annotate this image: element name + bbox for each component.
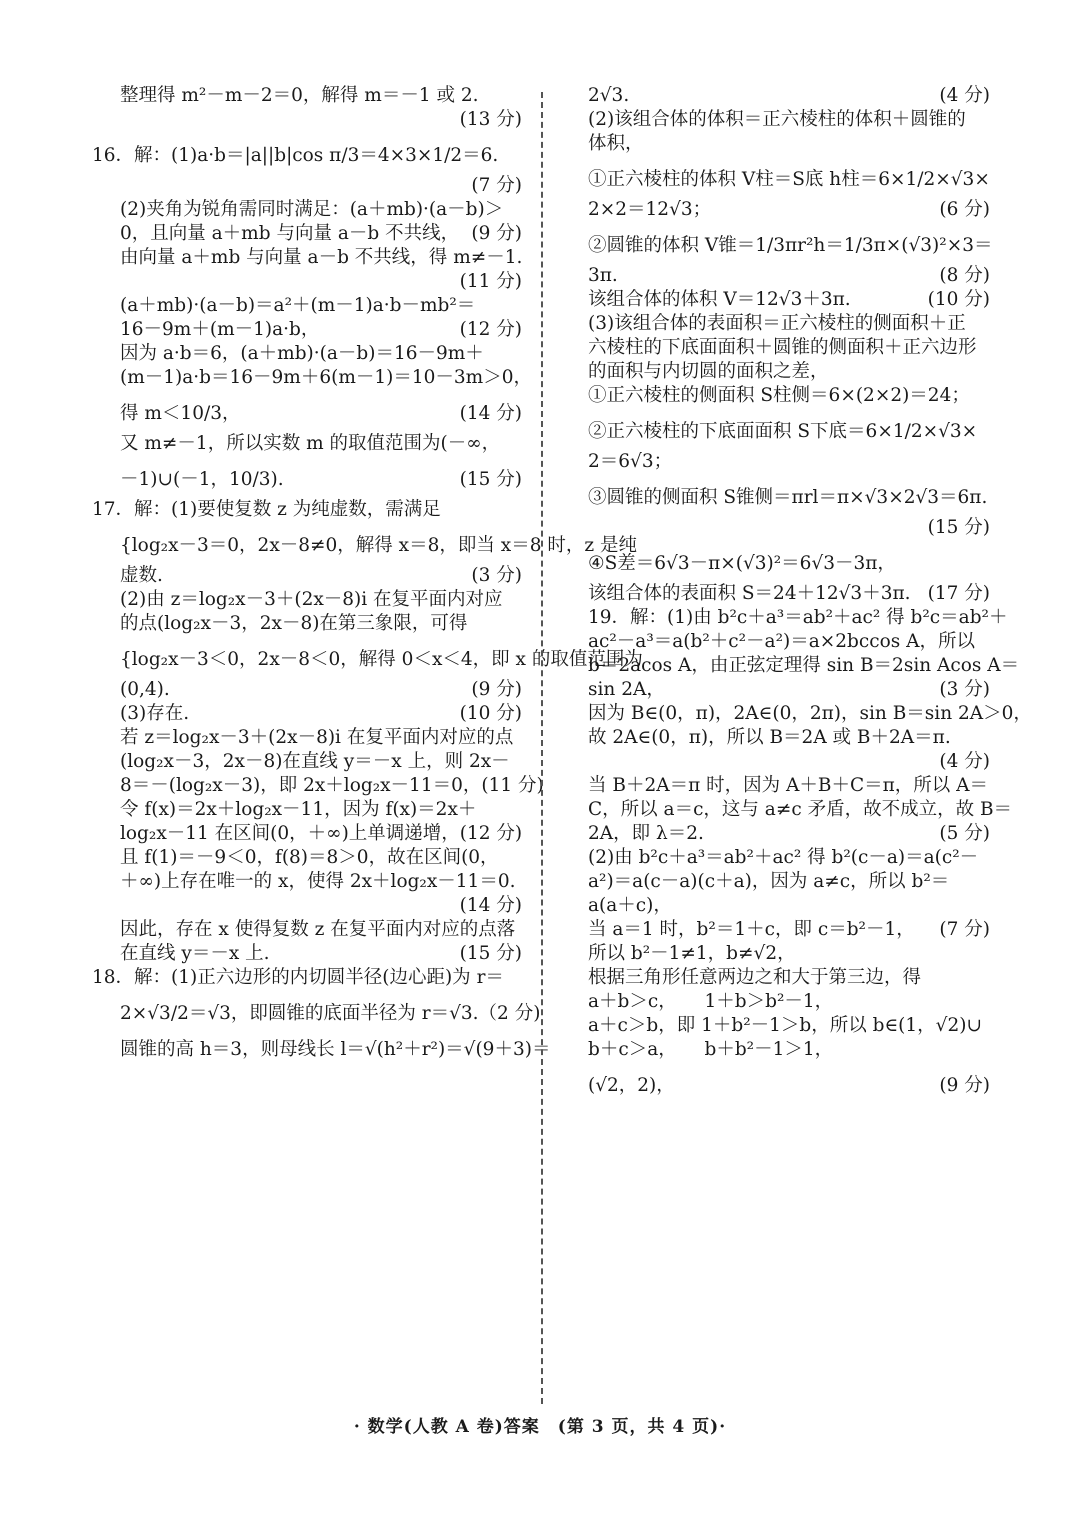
score-mark: (15 分) [459, 469, 522, 490]
line-text: (3)存在. [120, 703, 190, 724]
answer-line: (2)该组合体的体积＝正六棱柱的体积＋圆锥的 [588, 109, 966, 130]
answer-line: 且 f(1)＝－9＜0，f(8)＝8＞0，故在区间(0， [120, 847, 499, 868]
line-text: 在直线 y＝－x 上. [120, 943, 270, 964]
line-text: 2√3. [588, 85, 630, 106]
answer-line: (log₂x－3，2x－8)在直线 y＝－x 上，则 2x－ [120, 751, 510, 772]
score-mark: (14 分) [459, 403, 522, 424]
score-mark: (15 分) [459, 943, 522, 964]
line-text: 16－9m＋(m－1)a·b， [120, 319, 320, 340]
answer-line: a(a＋c)， [588, 895, 672, 916]
answer-line: ac²－a³＝a(b²＋c²－a²)＝a×2bccos A，所以 [588, 631, 975, 652]
answer-line: 由向量 a＋mb 与向量 a－b 不共线，得 m≠－1. [120, 247, 523, 268]
answer-line: ④S差＝6√3－π×(√3)²＝6√3－3π， [588, 553, 896, 574]
answer-line [92, 702, 522, 726]
answer-line: 故 2A∈(0，π)，所以 B＝2A 或 B＋2A＝π. [588, 727, 951, 748]
answer-line: 令 f(x)＝2x＋log₂x－11，因为 f(x)＝2x＋ [120, 799, 477, 820]
answer-line: 因为 B∈(0，π)，2A∈(0，2π)，sin B＝sin 2A＞0， [588, 703, 1032, 724]
answer-line [92, 402, 522, 426]
line-text: 2×2＝12√3； [588, 199, 712, 220]
answer-line: (11 分) [459, 271, 522, 292]
score-mark: (17 分) [927, 583, 990, 604]
line-text: sin 2A， [588, 679, 665, 700]
answer-line: 19．解：(1)由 b²c＋a³＝ab²＋ac² 得 b²c＝ab²＋ [588, 607, 1008, 628]
line-text: (√2，2)， [588, 1075, 675, 1096]
answer-line [588, 918, 990, 942]
score-mark: (9 分) [471, 223, 522, 244]
answer-line: (m－1)a·b＝16－9m＋6(m－1)＝10－3m＞0， [120, 367, 532, 388]
answer-line: {log₂x－3＝0，2x－8≠0，解得 x＝8，即当 x＝8 时，z 是纯 [120, 535, 637, 556]
column-divider [541, 92, 543, 1404]
answer-line: (2)由 z＝log₂x－3＋(2x－8)i 在复平面内对应 [120, 589, 503, 610]
line-text: －1)∪(－1，10/3). [120, 469, 284, 490]
answer-line [588, 84, 990, 108]
score-mark: (7 分) [939, 919, 990, 940]
answer-line [92, 564, 522, 588]
answer-line [92, 678, 522, 702]
answer-line: 8＝－(log₂x－3)，即 2x＋log₂x－11＝0，(11 分) [120, 775, 544, 796]
line-text: 得 m＜10/3， [120, 403, 241, 424]
line-text: 该组合体的体积 V＝12√3＋3π. [588, 289, 851, 310]
answer-line: 16．解：(1)a·b＝|a||b|cos π/3＝4×3×1/2＝6. [92, 145, 499, 166]
page-footer: · 数学(人教 A 卷)答案 (第 3 页，共 4 页)· [353, 1417, 727, 1437]
answer-line: 的面积与内切圆的面积之差， [588, 361, 829, 382]
answer-line: 圆锥的高 h＝3，则母线长 l＝√(h²＋r²)＝√(9＋3)＝ [120, 1039, 551, 1060]
answer-line [588, 264, 990, 288]
answer-line: 因此，存在 x 使得复数 z 在复平面内对应的点落 [120, 919, 516, 940]
answer-line: 六棱柱的下底面面积＋圆锥的侧面积＋正六边形 [588, 337, 977, 358]
answer-line: 的点(log₂x－3，2x－8)在第三象限，可得 [120, 613, 468, 634]
answer-line: a＋c＞b，即 1＋b²－1＞b，所以 b∈(1，√2)∪ [588, 1015, 982, 1036]
answer-line: a²)＝a(c－a)(c＋a)，因为 a≠c，所以 b²＝ [588, 871, 950, 892]
score-mark: (9 分) [939, 1075, 990, 1096]
answer-line: C，所以 a＝c，这与 a≠c 矛盾，故不成立，故 B＝ [588, 799, 1013, 820]
score-mark: (3 分) [939, 679, 990, 700]
answer-line [92, 942, 522, 966]
answer-line [588, 288, 990, 312]
answer-line: 若 z＝log₂x－3＋(2x－8)i 在复平面内对应的点 [120, 727, 514, 748]
score-mark: (10 分) [927, 289, 990, 310]
line-text: 当 a＝1 时，b²＝1＋c，即 c＝b²－1， [588, 919, 915, 940]
answer-line [588, 1074, 990, 1098]
answer-line: 2×√3/2＝√3，即圆锥的底面半径为 r＝√3.（2 分) [120, 1003, 541, 1024]
score-mark: (8 分) [939, 265, 990, 286]
answer-line [92, 318, 522, 342]
answer-line [92, 222, 522, 246]
answer-line [588, 198, 990, 222]
score-mark: (12 分) [459, 319, 522, 340]
answer-line [92, 468, 522, 492]
line-text: 该组合体的表面积 S＝24＋12√3＋3π. [588, 583, 911, 604]
answer-line: ②圆锥的体积 V锥＝1/3πr²h＝1/3π×(√3)²×3＝ [588, 235, 993, 256]
answer-line: (13 分) [459, 109, 522, 130]
answer-line: 整理得 m²－m－2＝0，解得 m＝－1 或 2. [120, 85, 479, 106]
answer-line: b＋c＞a， b＋b²－1＞1， [588, 1039, 834, 1060]
answer-line: (15 分) [927, 517, 990, 538]
score-mark: (6 分) [939, 199, 990, 220]
line-text: (0,4). [120, 679, 170, 700]
right-column [588, 84, 1032, 1104]
score-mark: (10 分) [459, 703, 522, 724]
score-mark: (9 分) [471, 679, 522, 700]
score-mark: (3 分) [471, 565, 522, 586]
answer-line: log₂x－11 在区间(0，＋∞)上单调递增，(12 分) [120, 823, 523, 844]
answer-line: 18．解：(1)正六边形的内切圆半径(边心距)为 r＝ [92, 967, 504, 988]
score-mark: (5 分) [939, 823, 990, 844]
answer-line: 当 B＋2A＝π 时，因为 A＋B＋C＝π，所以 A＝ [588, 775, 989, 796]
answer-line: (a＋mb)·(a－b)＝a²＋(m－1)a·b－mb²＝ [120, 295, 476, 316]
line-text: 虚数. [120, 565, 163, 586]
answer-line: ＋∞)上存在唯一的 x，使得 2x＋log₂x－11＝0. [120, 871, 516, 892]
answer-line: 又 m≠－1，所以实数 m 的取值范围为(－∞， [120, 433, 501, 454]
answer-line: {log₂x－3＜0，2x－8＜0，解得 0＜x＜4，即 x 的取值范围为 [120, 649, 643, 670]
line-text: 0，且向量 a＋mb 与向量 a－b 不共线， [120, 223, 460, 244]
answer-line: (7 分) [471, 175, 522, 196]
answer-line: (2)由 b²c＋a³＝ab²＋ac² 得 b²(c－a)＝a(c²－ [588, 847, 979, 868]
answer-line: 体积， [588, 133, 644, 154]
answer-line: 因为 a·b＝6，(a＋mb)·(a－b)＝16－9m＋ [120, 343, 484, 364]
answer-line: b＝2acos A，由正弦定理得 sin B＝2sin Acos A＝ [588, 655, 1020, 676]
answer-line: 17．解：(1)要使复数 z 为纯虚数，需满足 [92, 499, 441, 520]
answer-line: 根据三角形任意两边之和大于第三边，得 [588, 967, 922, 988]
answer-line: (14 分) [459, 895, 522, 916]
answer-line: ②正六棱柱的下底面面积 S下底＝6×1/2×√3× [588, 421, 978, 442]
answer-line [588, 822, 990, 846]
answer-line: 2＝6√3； [588, 451, 673, 472]
answer-line: ①正六棱柱的侧面积 S柱侧＝6×(2×2)＝24； [588, 385, 970, 406]
answer-line [588, 678, 990, 702]
line-text: 2A，即 λ＝2. [588, 823, 704, 844]
answer-line [588, 582, 990, 606]
answer-line: ③圆锥的侧面积 S锥侧＝πrl＝π×√3×2√3＝6π. [588, 487, 988, 508]
answer-line: a＋b＞c， 1＋b＞b²－1， [588, 991, 834, 1012]
answer-line: (4 分) [939, 751, 990, 772]
answer-line: (2)夹角为锐角需同时满足：(a＋mb)·(a－b)＞ [120, 199, 504, 220]
answer-line: 所以 b²－1≠1，b≠√2， [588, 943, 796, 964]
score-mark: (4 分) [939, 85, 990, 106]
line-text: 3π. [588, 265, 618, 286]
answer-line: ①正六棱柱的体积 V柱＝S底 h柱＝6×1/2×√3× [588, 169, 990, 190]
answer-line: (3)该组合体的表面积＝正六棱柱的侧面积＋正 [588, 313, 966, 334]
